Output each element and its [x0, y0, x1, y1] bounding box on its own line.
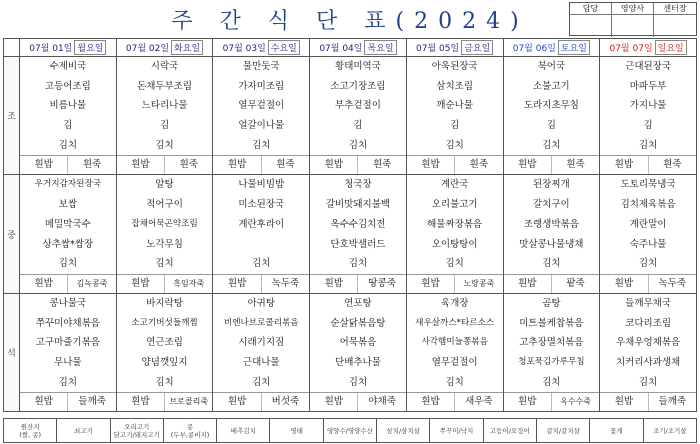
menu-item: 도라지초무침 [523, 100, 579, 112]
day-header [406, 39, 503, 57]
menu-item: 아욱된장국 [431, 61, 478, 72]
porridge-label: 들깨죽 [648, 393, 696, 411]
menu-item: 김치 [445, 376, 464, 388]
menu-item: 고등어조림 [44, 80, 91, 92]
menu-item: 오리불고기 [431, 199, 478, 211]
origin-cell: 꽃게 [590, 419, 643, 443]
meal-body [4, 57, 697, 412]
menu-item: 김치 [348, 139, 368, 151]
rice-label: 흰밥 [131, 277, 150, 289]
menu-item: 어묵볶음 [339, 337, 377, 349]
day-header [310, 39, 407, 57]
menu-item: 단호박샐러드 [330, 238, 386, 250]
origin-row [4, 419, 697, 443]
menu-item: 오이탕탕이 [431, 238, 478, 250]
menu-item: 알탕 [155, 179, 174, 191]
corner-cell [4, 39, 20, 57]
porridge-label: 흰죽 [261, 156, 309, 174]
menu-item: 김치제육볶음 [620, 199, 676, 211]
menu-item: 김치 [445, 258, 464, 270]
menu-item: 김치 [348, 376, 368, 388]
menu-item: 도토리묵냉국 [620, 179, 676, 191]
day-header [213, 39, 310, 57]
day-name: 일요일 [655, 40, 687, 55]
menu-item: 김치 [348, 258, 368, 270]
menu-item: 김 [546, 120, 556, 132]
rice-porridge-row [310, 392, 406, 411]
menu-item: 치커리사과생채 [615, 356, 681, 368]
rice-porridge-row [504, 155, 600, 174]
rice-label: 흰밥 [131, 396, 150, 408]
menu-item: 김 [450, 120, 460, 132]
origin-cell: 고등어/오징어 [483, 419, 536, 443]
porridge-label: 흰죽 [164, 156, 212, 174]
menu-item: 청국장 [344, 179, 372, 191]
menu-cell [116, 57, 213, 175]
rice-label: 흰밥 [227, 159, 247, 171]
approval-box [569, 2, 697, 36]
menu-cell [600, 293, 697, 411]
origin-cell: 갈치/갈치살 [536, 419, 589, 443]
origin-cell: 원산지 (쌀, 콩) [4, 419, 57, 443]
day-name: 목요일 [364, 40, 396, 55]
menu-item: 맛살콩나물냉채 [519, 238, 584, 250]
rice-porridge-row [600, 155, 696, 174]
menu-item: 순살닭볶음탕 [330, 317, 386, 329]
menu-item: 고추장멸치볶음 [519, 337, 584, 349]
menu-item: 연근조림 [146, 337, 183, 349]
menu-item: 근대된장국 [625, 61, 672, 72]
approval-sign-1 [570, 15, 612, 37]
menu-item: 콩나물국 [49, 297, 87, 309]
rice-label: 흰밥 [421, 277, 440, 289]
day-name: 월요일 [74, 40, 106, 55]
approval-sign-2 [612, 15, 654, 37]
porridge-label: 들깨죽 [67, 393, 115, 411]
menu-item: 깨순나물 [436, 100, 474, 112]
menu-item: 소고기버섯들깨찜 [131, 317, 198, 328]
menu-item: 청포묵김가루무침 [518, 356, 585, 367]
day-date: 07월 01일 [29, 44, 73, 54]
rice-porridge-row [310, 155, 406, 174]
menu-cell [310, 57, 407, 175]
menu-item [213, 235, 309, 255]
menu-item: 김치 [58, 139, 78, 151]
menu-item: 김치 [155, 376, 174, 388]
menu-item: 김치 [58, 376, 78, 388]
day-header [600, 39, 697, 57]
menu-item: 미트볼케찹볶음 [519, 317, 584, 329]
rice-porridge-row [600, 274, 696, 293]
menu-item: 시래기지짐 [238, 337, 285, 349]
menu-item: 돈채두부조림 [137, 80, 193, 92]
menu-cell [406, 175, 503, 293]
menu-item: 시락국 [150, 61, 179, 72]
porridge-label: 흰죽 [648, 156, 696, 174]
menu-item: 바지락탕 [146, 297, 183, 309]
rice-label: 흰밥 [614, 277, 634, 289]
menu-cell [503, 57, 600, 175]
rice-porridge-row [310, 274, 406, 293]
porridge-label: 노랑콩죽 [454, 275, 502, 293]
menu-item: 연포탕 [344, 297, 372, 309]
menu-item: 김치 [252, 258, 271, 270]
porridge-label: 흰죽 [454, 156, 502, 174]
menu-item: 우채우엉채볶음 [615, 337, 681, 349]
menu-cell [20, 57, 117, 175]
menu-item: 들깨무채국 [625, 297, 672, 309]
menu-cell [213, 57, 310, 175]
menu-item: 갈비맛돼지불백 [325, 199, 391, 211]
rice-porridge-row [600, 392, 696, 411]
porridge-label: 땅콩죽 [357, 275, 405, 293]
day-date: 07월 02일 [125, 44, 170, 54]
meal-row [4, 57, 697, 175]
menu-cell [116, 175, 213, 293]
rice-label: 흰밥 [614, 396, 634, 408]
menu-item: 수제비국 [49, 61, 87, 72]
rice-porridge-row [213, 155, 309, 174]
menu-cell [116, 293, 213, 411]
menu-item: 소불고기 [533, 80, 570, 92]
rice-label: 흰밥 [518, 396, 537, 408]
menu-item: 비름나물 [49, 100, 87, 112]
origin-cell: 조기/조기살 [643, 419, 696, 443]
menu-item: 숙주나물 [629, 238, 667, 250]
meal-label: 조 [4, 57, 20, 175]
porridge-label: 팥죽 [551, 275, 599, 293]
rice-label: 흰밥 [324, 159, 343, 171]
rice-label: 흰밥 [34, 277, 53, 289]
rice-label: 흰밥 [34, 396, 53, 408]
menu-item: 잡채어묵곤약조림 [131, 218, 198, 229]
rice-label: 흰밥 [518, 277, 537, 289]
menu-item: 조랭생박볶음 [523, 218, 579, 230]
weekly-menu-table [3, 38, 697, 412]
rice-porridge-row [117, 155, 213, 174]
day-name: 화요일 [171, 40, 203, 55]
menu-item: 사각햄미늘쫑볶음 [421, 337, 488, 348]
origin-cell: 배추김치 [217, 419, 270, 443]
menu-item: 김치 [542, 139, 561, 151]
menu-item: 김치 [58, 258, 78, 270]
day-name: 금요일 [461, 40, 493, 55]
rice-porridge-row [504, 392, 600, 411]
rice-porridge-row [20, 155, 116, 174]
menu-item: 열무겉절이 [238, 100, 285, 112]
menu-cell [20, 293, 117, 411]
origin-cell: 영양수/영양수산 [323, 419, 376, 443]
rice-label: 흰밥 [421, 396, 440, 408]
menu-item: 열무겉절이 [431, 356, 478, 368]
menu-item: 미소된장국 [238, 199, 285, 211]
menu-cell [503, 175, 600, 293]
menu-cell [600, 175, 697, 293]
porridge-label: 녹두죽 [261, 275, 309, 293]
menu-item: 갈치구이 [533, 199, 570, 211]
menu-item: 쭈꾸미야채볶음 [35, 317, 100, 329]
menu-item: 느타리나물 [141, 100, 188, 112]
menu-item: 코다리조림 [625, 317, 672, 329]
menu-cell [310, 175, 407, 293]
meal-label: 석 [4, 293, 20, 411]
day-date: 07월 06일 [512, 44, 556, 54]
menu-item: 황태미역국 [335, 61, 381, 72]
menu-item: 김치 [252, 376, 271, 388]
rice-label: 흰밥 [614, 159, 634, 171]
menu-item: 고구마줄기볶음 [35, 337, 100, 349]
porridge-label: 옥수수죽 [551, 393, 599, 411]
porridge-label: 녹두죽 [648, 275, 696, 293]
menu-cell [20, 175, 117, 293]
day-header [20, 39, 117, 57]
rice-porridge-row [117, 392, 213, 411]
rice-label: 흰밥 [227, 277, 247, 289]
menu-item: 가자미조림 [238, 80, 285, 92]
menu-item: 김 [63, 120, 73, 132]
rice-porridge-row [407, 155, 503, 174]
menu-item: 양념깻잎지 [141, 356, 188, 368]
meal-row [4, 175, 697, 293]
porridge-label: 흰죽 [551, 156, 599, 174]
porridge-label: 흑임자죽 [164, 275, 212, 293]
rice-label: 흰밥 [131, 159, 150, 171]
rice-label: 흰밥 [324, 277, 343, 289]
day-date: 07월 03일 [222, 44, 266, 54]
page-title: 주 간 식 단 표(2024) [171, 9, 529, 34]
menu-item: 김치 [638, 139, 658, 151]
day-date: 07월 07일 [609, 44, 653, 54]
rice-porridge-row [213, 392, 309, 411]
origin-cell: 콩 (두부,콩비지) [163, 419, 216, 443]
day-header [116, 39, 213, 57]
porridge-label: 야채죽 [357, 393, 405, 411]
porridge-label: 새우죽 [454, 393, 502, 411]
approval-label-3: 센터장 [654, 3, 696, 15]
menu-item: 육개장 [440, 297, 469, 309]
porridge-label: 흰죽 [357, 156, 405, 174]
approval-sign-3 [654, 15, 696, 37]
menu-item: 비엔나브로콜리볶음 [223, 317, 299, 328]
menu-item: 해물짜장볶음 [427, 218, 483, 230]
day-name: 토요일 [558, 40, 590, 55]
rice-porridge-row [20, 274, 116, 293]
meal-label: 중 [4, 175, 20, 293]
origin-cell: 삼치/삼치살 [377, 419, 430, 443]
menu-item: 계란국 [440, 179, 469, 191]
rice-porridge-row [407, 392, 503, 411]
origin-cell: 명태 [270, 419, 323, 443]
menu-item: 물만둣국 [242, 61, 280, 72]
menu-item: 김치 [638, 376, 658, 388]
rice-porridge-row [213, 274, 309, 293]
day-name: 수요일 [268, 40, 300, 55]
menu-item: 마파두부 [629, 80, 667, 92]
rice-label: 흰밥 [421, 159, 440, 171]
menu-item: 김치 [542, 376, 561, 388]
menu-cell [213, 175, 310, 293]
menu-item: 계란말이 [629, 218, 667, 230]
menu-item: 나물비빔밥 [238, 179, 285, 191]
menu-item: 새우살까스*타르소스 [415, 317, 495, 328]
menu-cell [600, 57, 697, 175]
porridge-label: 브로콜리죽 [164, 393, 212, 411]
approval-label-1: 담당 [570, 3, 612, 15]
rice-porridge-row [20, 392, 116, 411]
menu-cell [406, 57, 503, 175]
menu-item: 김 [159, 120, 170, 132]
menu-cell [503, 293, 600, 411]
rice-porridge-row [504, 274, 600, 293]
day-date: 07월 05일 [416, 44, 460, 54]
menu-item: 단배추나물 [335, 356, 381, 368]
menu-item: 우거지감자된장국 [34, 179, 102, 190]
day-date: 07월 04일 [319, 44, 363, 54]
rice-porridge-row [117, 274, 213, 293]
menu-item: 김치 [542, 258, 561, 270]
menu-item: 가지나물 [629, 100, 667, 112]
menu-item: 근대나물 [242, 356, 280, 368]
rice-label: 흰밥 [324, 396, 343, 408]
rice-porridge-row [407, 274, 503, 293]
menu-item: 무나물 [54, 356, 82, 368]
porridge-label: 흰죽 [67, 156, 115, 174]
menu-item: 옥수수김치전 [330, 218, 386, 230]
day-header [503, 39, 600, 57]
menu-cell [406, 293, 503, 411]
origin-cell: 오리고기 닭고기/돼지고기 [110, 419, 163, 443]
menu-cell [213, 293, 310, 411]
day-header-row [4, 39, 697, 57]
rice-label: 흰밥 [227, 396, 247, 408]
menu-item: 김치 [252, 139, 271, 151]
menu-item: 계란후라이 [238, 218, 285, 230]
menu-item: 얼갈이나물 [238, 120, 285, 132]
menu-item: 소고기장조림 [330, 80, 386, 92]
menu-item: 아귀탕 [247, 297, 276, 309]
menu-item: 김치 [638, 258, 658, 270]
approval-label-2: 영양사 [612, 3, 654, 15]
origin-cell: 쭈꾸미/낙지 [430, 419, 483, 443]
menu-item: 상추쌈*쌈장 [42, 238, 94, 250]
menu-item: 노각무침 [146, 238, 183, 250]
porridge-label: 버섯죽 [261, 393, 309, 411]
origin-table [3, 418, 697, 443]
menu-item: 김치 [155, 139, 174, 151]
menu-item: 부추겉절이 [335, 100, 381, 112]
origin-cell: 쇠고기 [57, 419, 110, 443]
menu-item: 적어구이 [146, 199, 183, 211]
rice-label: 흰밥 [518, 159, 537, 171]
menu-item: 메밀막국수 [44, 218, 91, 230]
porridge-label: 김녹콩죽 [67, 275, 115, 293]
menu-item: 김치 [445, 139, 464, 151]
menu-item: 북어국 [537, 61, 566, 72]
menu-item: 된장찌개 [533, 179, 570, 191]
menu-cell [310, 293, 407, 411]
menu-item: 곰탕 [542, 297, 561, 309]
menu-item: 김 [643, 120, 653, 132]
menu-item: 김치 [155, 258, 174, 270]
rice-label: 흰밥 [34, 159, 53, 171]
menu-item: 삼치조림 [436, 80, 474, 92]
menu-item: 김 [353, 120, 363, 132]
menu-item: 보쌈 [58, 199, 78, 211]
meal-row [4, 293, 697, 411]
